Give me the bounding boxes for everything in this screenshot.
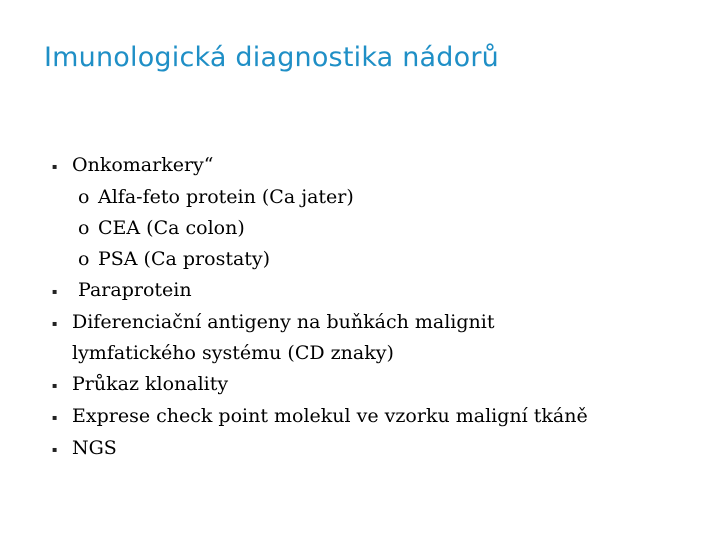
slide-title: Imunologická diagnostika nádorů — [44, 42, 499, 73]
list-item-label: Paraprotein — [72, 279, 192, 301]
circle-bullet-icon: o — [78, 186, 90, 208]
square-bullet-icon: ▪ — [52, 319, 58, 328]
square-bullet-icon: ▪ — [52, 381, 58, 390]
circle-bullet-icon: o — [78, 248, 90, 270]
sub-item-label: Alfa-feto protein (Ca jater) — [98, 186, 354, 208]
sub-item-psa — [78, 244, 702, 275]
square-bullet-icon: ▪ — [52, 445, 58, 454]
bullet-list — [52, 150, 702, 465]
list-item-label: Průkaz klonality — [72, 373, 229, 395]
list-item-prukaz-klonality — [52, 369, 702, 401]
sub-item-label: PSA (Ca prostaty) — [98, 248, 271, 270]
circle-bullet-icon: o — [78, 217, 90, 239]
list-item-label: NGS — [72, 437, 117, 459]
list-item-ngs — [52, 433, 702, 465]
list-item-diferenciacni-antigeny — [52, 307, 702, 369]
square-bullet-icon: ▪ — [52, 287, 58, 296]
list-item-label: Diferenciační antigeny na buňkách malignit lymfatického systému (CD znaky) — [72, 311, 495, 364]
list-item-exprese — [52, 401, 702, 433]
sub-item-afp — [78, 182, 702, 213]
list-item-paraprotein — [52, 275, 702, 307]
square-bullet-icon: ▪ — [52, 162, 58, 171]
sub-item-cea — [78, 213, 702, 244]
list-item-label: Onkomarkery“ — [72, 154, 214, 176]
square-bullet-icon: ▪ — [52, 413, 58, 422]
list-item-label: Exprese check point molekul ve vzorku maligní tkáně — [72, 405, 588, 427]
list-item-onkomarkery — [52, 150, 702, 182]
sub-item-label: CEA (Ca colon) — [98, 217, 245, 239]
